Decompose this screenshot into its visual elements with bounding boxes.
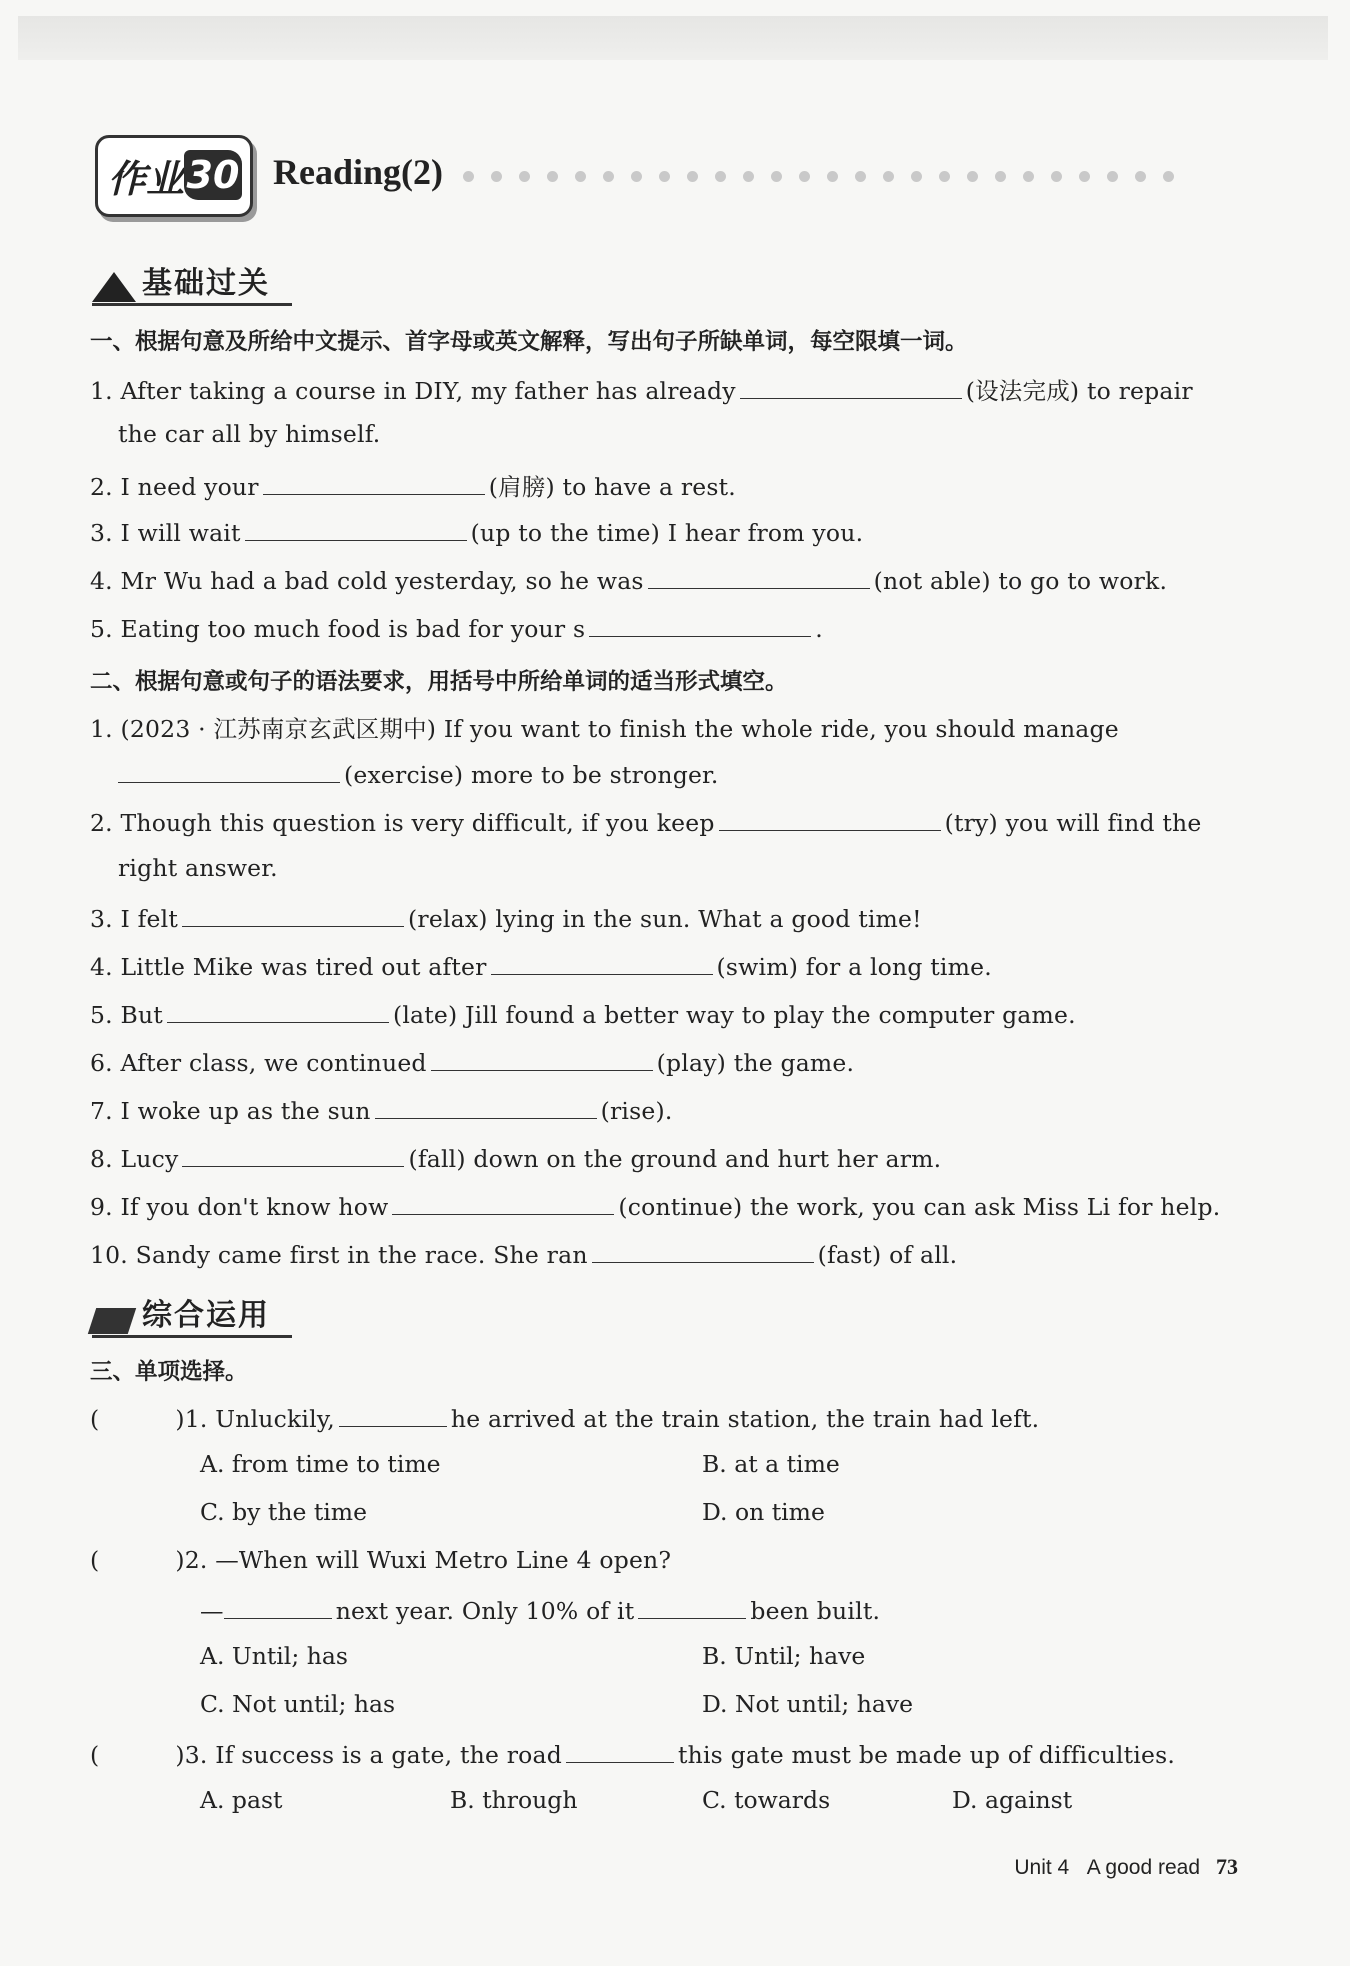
- part3-q1: ( )1. Unluckily, he arrived at the train station, the train had left.: [90, 1402, 1039, 1433]
- q2-option-d[interactable]: D. Not until; have: [702, 1690, 914, 1718]
- part2-q3: 3. I felt (relax) lying in the sun. What a good time!: [90, 902, 922, 933]
- answer-blank[interactable]: [182, 1142, 404, 1167]
- page-number: 73: [1216, 1854, 1238, 1879]
- part2-q1: 1. (2023 · 江苏南京玄武区期中) If you want to finish the whole ride, you should manage: [90, 715, 1119, 743]
- part2-q5: 5. But (late) Jill found a better way to play the computer game.: [90, 998, 1076, 1029]
- page-footer: [1014, 1854, 1238, 1880]
- q3-option-c[interactable]: C. towards: [702, 1786, 831, 1814]
- answer-blank[interactable]: [263, 470, 485, 495]
- q1-option-c[interactable]: C. by the time: [200, 1498, 367, 1526]
- q2-option-c[interactable]: C. Not until; has: [200, 1690, 396, 1718]
- part2-q10: 10. Sandy came first in the race. She ran (fast) of all.: [90, 1238, 957, 1269]
- answer-blank[interactable]: [592, 1238, 814, 1263]
- part2-instruction: 二、根据句意或句子的语法要求，用括号中所给单词的适当形式填空。: [90, 669, 788, 695]
- part2-q1-cont: (exercise) more to be stronger.: [118, 758, 719, 789]
- answer-blank[interactable]: [245, 516, 467, 541]
- answer-blank[interactable]: [118, 758, 340, 783]
- part1-instruction: 一、根据句意及所给中文提示、首字母或英文解释，写出句子所缺单词，每空限填一词。: [90, 329, 968, 355]
- answer-blank[interactable]: [589, 612, 811, 637]
- part2-q2-cont: right answer.: [118, 854, 278, 882]
- part3-instruction: 三、单项选择。: [90, 1359, 248, 1385]
- badge-number: 30: [184, 150, 242, 200]
- q3-option-d[interactable]: D. against: [952, 1786, 1073, 1814]
- answer-blank[interactable]: [392, 1190, 614, 1215]
- q3-option-a[interactable]: A. past: [200, 1786, 283, 1814]
- assignment-badge: [95, 135, 253, 217]
- block-icon: [88, 1308, 136, 1334]
- section-underline: [92, 1335, 292, 1338]
- scan-top-band: [18, 16, 1328, 60]
- part2-q7: 7. I woke up as the sun (rise).: [90, 1094, 673, 1125]
- part1-q5: 5. Eating too much food is bad for your s .: [90, 612, 823, 643]
- badge-text: 作业: [108, 157, 185, 201]
- decorative-dots: [463, 171, 1174, 182]
- answer-blank[interactable]: [375, 1094, 597, 1119]
- q1-option-b[interactable]: B. at a time: [702, 1450, 840, 1478]
- part1-q4: 4. Mr Wu had a bad cold yesterday, so he was (not able) to go to work.: [90, 564, 1167, 595]
- part3-q2-reply: — next year. Only 10% of it been built.: [200, 1594, 880, 1625]
- assignment-header: [95, 135, 1335, 219]
- q1-option-d[interactable]: D. on time: [702, 1498, 825, 1526]
- answer-blank[interactable]: [491, 950, 713, 975]
- part3-q3: ( )3. If success is a gate, the road this gate must be made up of difficulties.: [90, 1738, 1175, 1769]
- answer-blank[interactable]: [719, 806, 941, 831]
- part1-q1-cont: the car all by himself.: [118, 420, 381, 448]
- q1-option-a[interactable]: A. from time to time: [200, 1450, 441, 1478]
- part2-q4: 4. Little Mike was tired out after (swim) for a long time.: [90, 950, 992, 981]
- answer-blank[interactable]: [167, 998, 389, 1023]
- answer-blank[interactable]: [431, 1046, 653, 1071]
- answer-blank[interactable]: [566, 1738, 674, 1763]
- answer-blank[interactable]: [648, 564, 870, 589]
- section-underline: [92, 303, 292, 306]
- part1-q3: 3. I will wait (up to the time) I hear from you.: [90, 516, 863, 547]
- answer-blank[interactable]: [182, 902, 404, 927]
- section-label: 基础过关: [142, 266, 270, 301]
- section-label: 综合运用: [142, 1298, 270, 1333]
- q3-option-b[interactable]: B. through: [450, 1786, 578, 1814]
- part3-q2: ( )2. —When will Wuxi Metro Line 4 open?: [90, 1546, 672, 1574]
- part2-q6: 6. After class, we continued (play) the game.: [90, 1046, 854, 1077]
- mountain-icon: [92, 272, 136, 302]
- page-title: Reading(2): [273, 152, 443, 192]
- footer-unit: Unit 4: [1014, 1856, 1070, 1879]
- q2-option-a[interactable]: A. Until; has: [200, 1642, 348, 1670]
- q2-option-b[interactable]: B. Until; have: [702, 1642, 866, 1670]
- section-heading-basic: [88, 258, 298, 306]
- part2-q8: 8. Lucy (fall) down on the ground and hurt her arm.: [90, 1142, 941, 1173]
- footer-title: A good read: [1086, 1856, 1200, 1879]
- answer-blank[interactable]: [339, 1402, 447, 1427]
- section-heading-comprehensive: [88, 1290, 298, 1338]
- answer-blank[interactable]: [224, 1594, 332, 1619]
- part1-q2: 2. I need your (肩膀) to have a rest.: [90, 468, 736, 502]
- part2-q2: 2. Though this question is very difficult, if you keep (try) you will find the: [90, 806, 1201, 837]
- part2-q9: 9. If you don't know how (continue) the work, you can ask Miss Li for help.: [90, 1190, 1220, 1221]
- answer-blank[interactable]: [740, 374, 962, 399]
- part1-q1: 1. After taking a course in DIY, my father has already (设法完成) to repair: [90, 372, 1193, 406]
- answer-blank[interactable]: [638, 1594, 746, 1619]
